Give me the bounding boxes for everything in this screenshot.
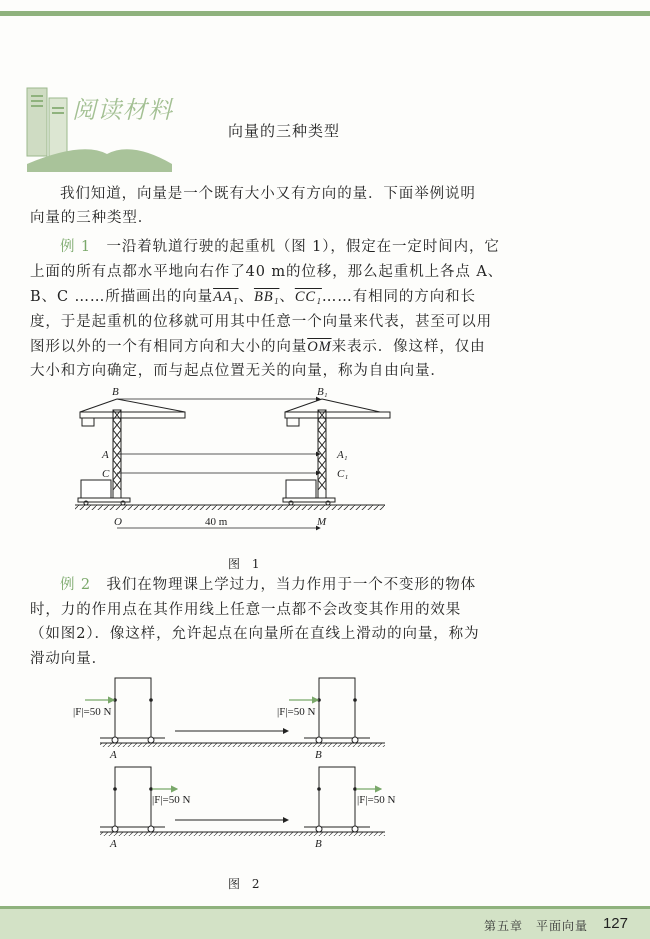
vector-aa1: AA₁ xyxy=(213,289,239,305)
example2-line: 滑动向量． xyxy=(30,651,107,667)
intro-line: 向量的三种类型． xyxy=(30,210,154,226)
label-c: C xyxy=(102,468,110,480)
page-number: 127 xyxy=(602,915,628,932)
label-a1: A₁ xyxy=(337,449,348,461)
force-label: |F|=50 N xyxy=(277,706,316,718)
reading-material-logo xyxy=(22,86,182,176)
text: ……有相同的方向和长 xyxy=(321,289,476,305)
top-decor-bar xyxy=(0,11,650,16)
crane-left xyxy=(78,399,185,505)
logo-text: 阅读材料 xyxy=(72,98,172,124)
label-b1: B₁ xyxy=(317,386,328,398)
text: 图形以外的一个有相同方向和大小的向量 xyxy=(30,339,308,355)
page-title: 向量的三种类型 xyxy=(228,122,341,140)
vector-bb1: BB₁ xyxy=(253,289,280,305)
force-label: |F|=50 N xyxy=(73,706,112,718)
point-b: B xyxy=(315,749,322,761)
example2-line: 时，力的作用点在其作用线上任意一点都不会改变其作用的效果 xyxy=(30,602,462,618)
force-label: |F|=50 N xyxy=(357,794,396,806)
label-b: B xyxy=(112,386,119,398)
example1-line xyxy=(30,285,476,306)
text: B、C ……所描画出的向量 xyxy=(30,289,214,305)
label-m: M xyxy=(317,516,327,528)
point-a: A xyxy=(110,749,117,761)
example1-line: 上面的所有点都水平地向右作了40 m的位移，那么起重机上各点 A、 xyxy=(30,264,504,280)
example2-line xyxy=(60,573,476,594)
example1-line xyxy=(30,335,486,356)
figure-2-caption: 图 2 xyxy=(228,877,264,891)
label-distance: 40 m xyxy=(205,516,228,528)
chapter-title: 第五章 平面向量 xyxy=(483,919,588,933)
text: 我们在物理课上学过力，当力作用于一个不变形的物体 xyxy=(106,577,477,593)
text: 来表示．像这样，仅由 xyxy=(331,339,486,355)
point-b: B xyxy=(315,838,322,850)
text: 、 xyxy=(279,289,295,305)
text: 一沿着轨道行驶的起重机（图 1），假定在一定时间内，它 xyxy=(106,239,500,255)
example1-label: 例 1 xyxy=(60,239,92,255)
label-o: O xyxy=(114,516,122,528)
figure-1-crane xyxy=(0,380,400,540)
label-a: A xyxy=(102,449,109,461)
text: 、 xyxy=(238,289,254,305)
figure-2-sliding-vector xyxy=(0,670,400,860)
page-footer xyxy=(0,906,650,939)
figure-1-caption: 图 1 xyxy=(228,557,264,571)
label-c1: C₁ xyxy=(337,468,349,480)
intro-line: 我们知道，向量是一个既有大小又有方向的量．下面举例说明 xyxy=(60,186,476,202)
point-a: A xyxy=(110,838,117,850)
example1-line: 大小和方向确定，而与起点位置无关的向量，称为自由向量． xyxy=(30,363,446,379)
example1-line xyxy=(60,235,500,256)
vector-om: $\overline{OM}$ xyxy=(307,339,332,355)
example1-line: 度，于是起重机的位移就可用其中任意一个向量来代表，甚至可以用 xyxy=(30,314,492,330)
force-label: |F|=50 N xyxy=(152,794,191,806)
vector-cc1: CC₁ xyxy=(294,289,322,305)
example2-line: （如图2）．像这样，允许起点在向量所在直线上滑动的向量，称为 xyxy=(30,626,480,642)
example2-label: 例 2 xyxy=(60,577,92,593)
